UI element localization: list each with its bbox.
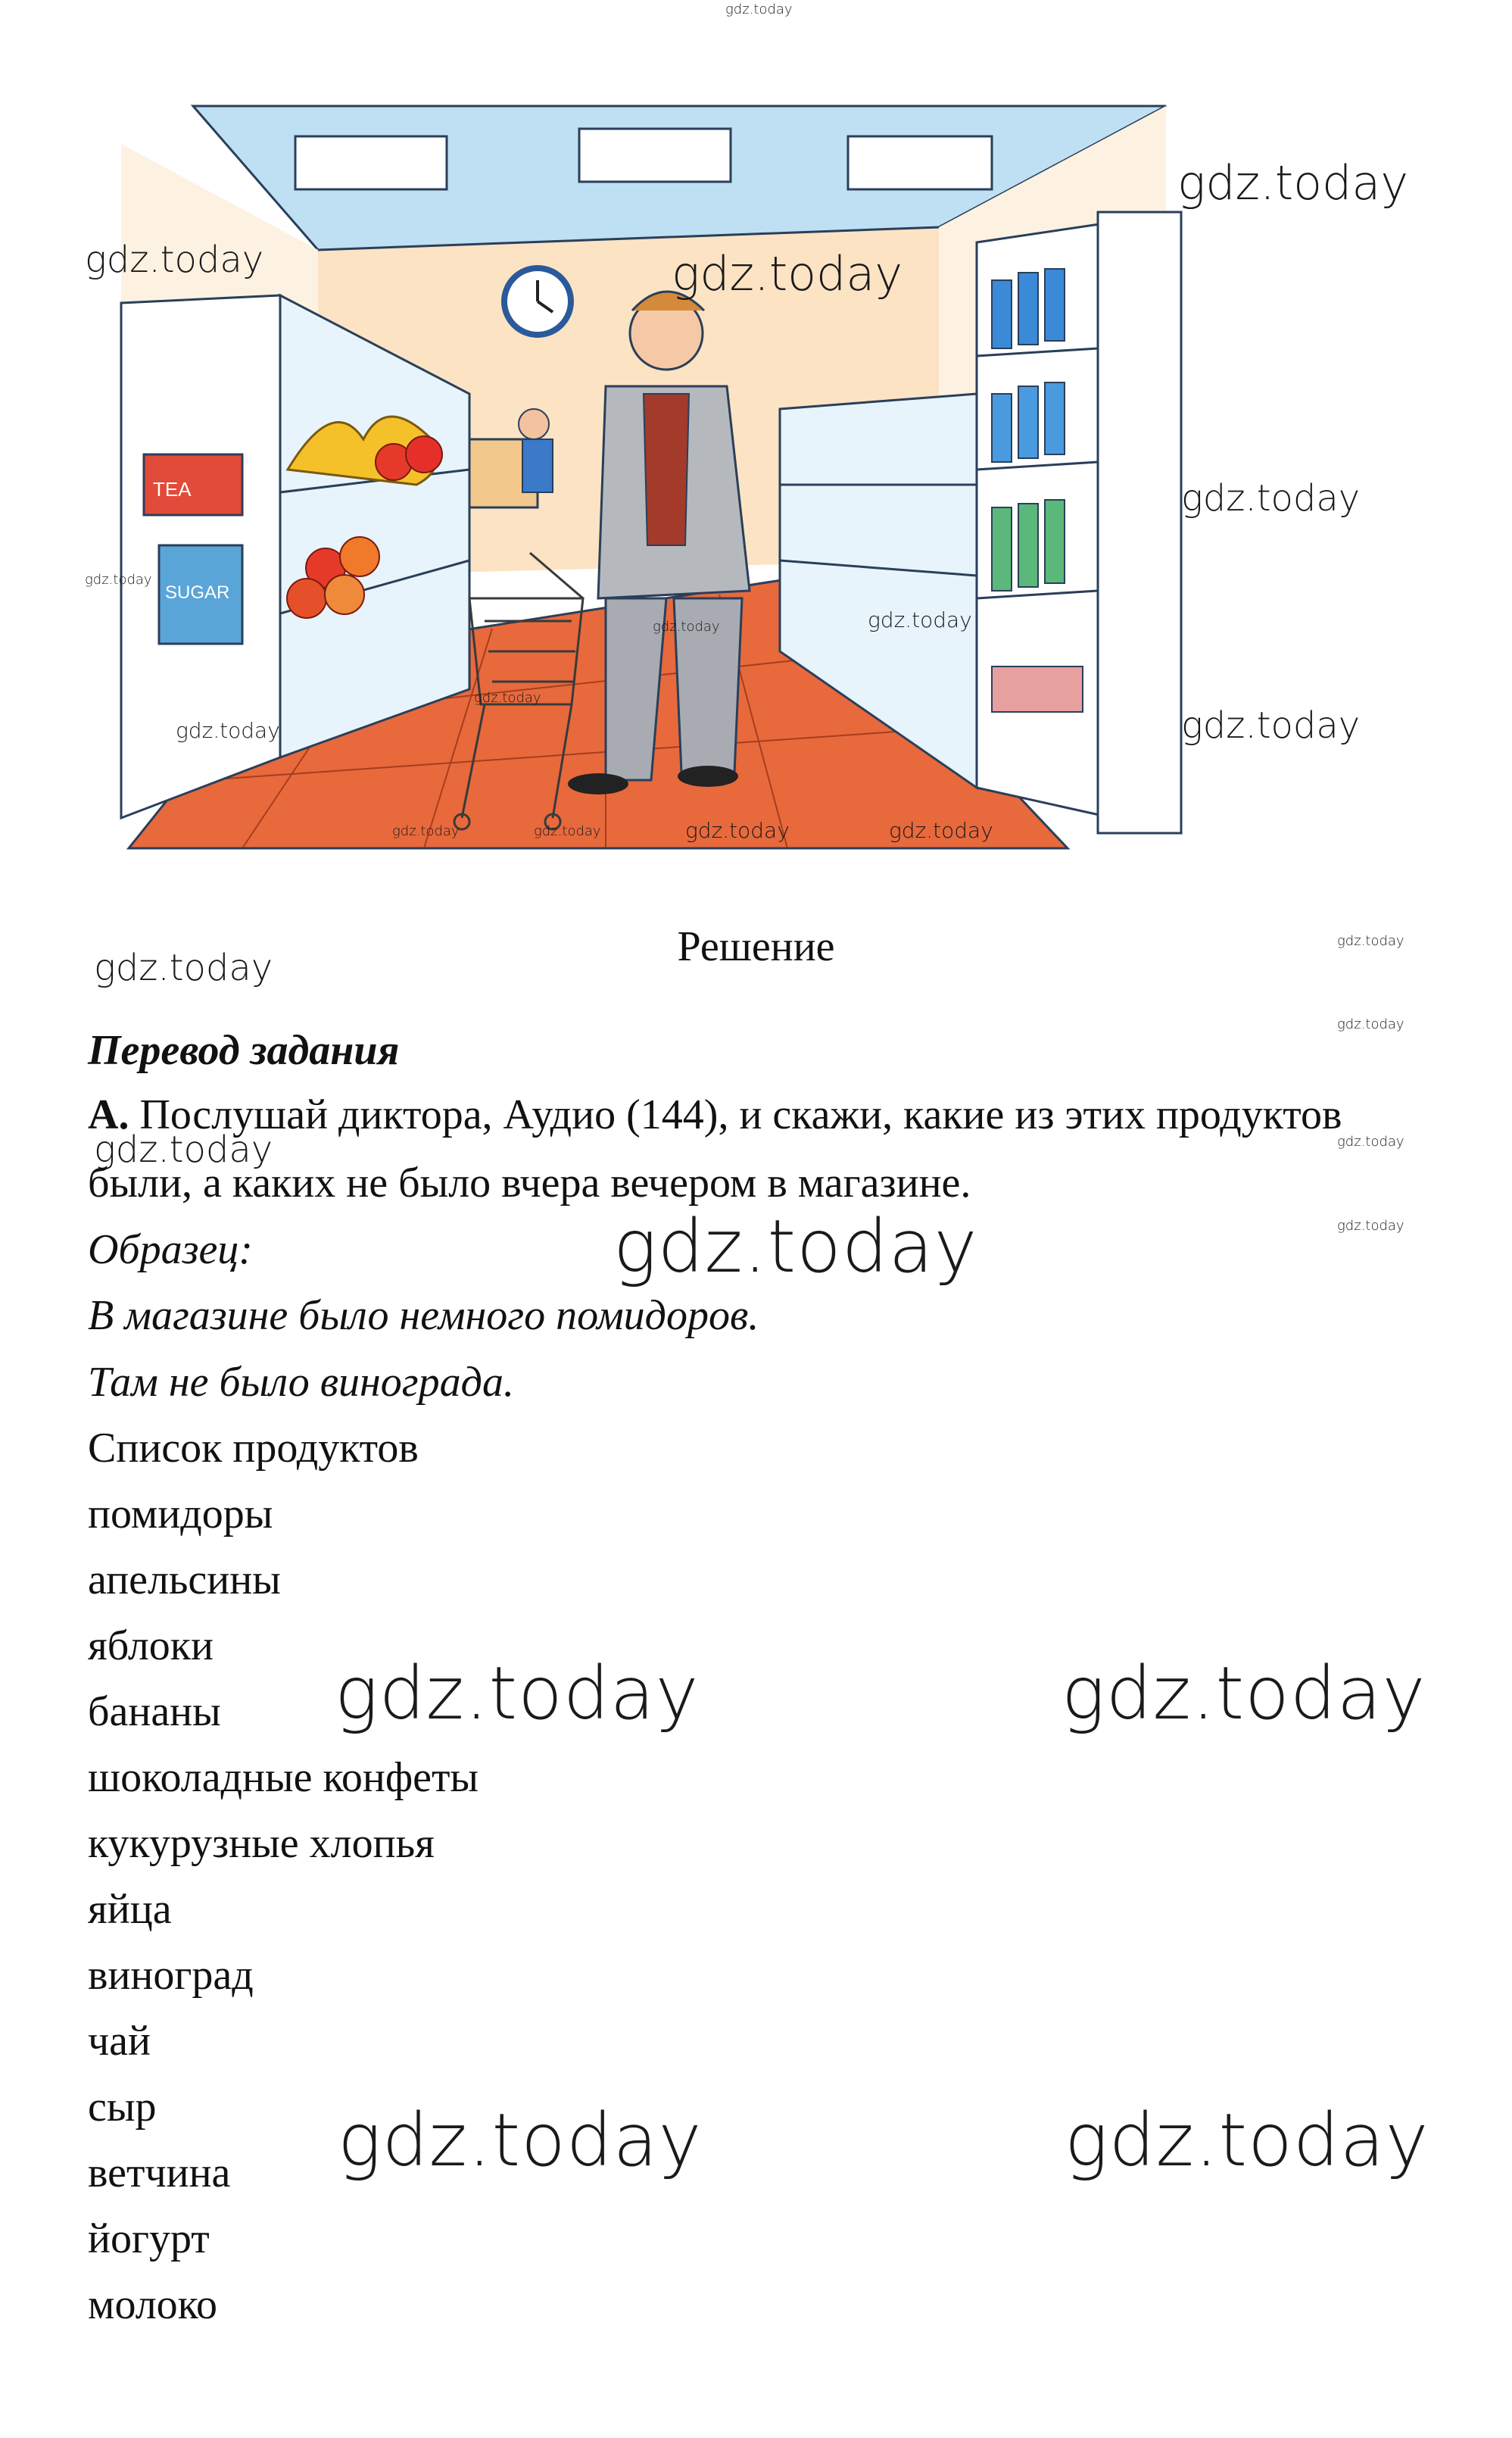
watermark: gdz.today [176,718,280,743]
product-item: яблоки [88,1622,214,1669]
watermark: gdz.today [725,2,793,17]
product-item: апельсины [88,1556,281,1603]
watermark: gdz.today [94,1128,273,1171]
watermark: gdz.today [1337,1218,1404,1234]
watermark: gdz.today [889,818,993,843]
product-item: шоколадные конфеты [88,1754,479,1801]
watermark: gdz.today [1337,933,1404,949]
watermark: gdz.today [335,1651,700,1736]
translation-title: Перевод задания [88,1027,400,1074]
watermark: gdz.today [653,619,720,635]
product-item: кукурузные хлопья [88,1820,435,1867]
sugar-box-label: SUGAR [165,582,230,603]
watermark: gdz.today [685,818,790,843]
product-item: сыр [88,2084,157,2131]
watermark: gdz.today [94,947,273,989]
task-line-1 [88,1091,1342,1139]
watermark: gdz.today [868,607,972,632]
product-item: молоко [88,2281,218,2328]
product-item: яйца [88,1886,172,1933]
watermark: gdz.today [1337,1016,1404,1032]
store-illustration [0,0,1512,909]
watermark: gdz.today [1181,477,1361,520]
product-list-title: Список продуктов [88,1425,419,1472]
watermark: gdz.today [392,823,460,839]
watermark: gdz.today [1062,1651,1426,1736]
example-line-2: Там не было винограда. [88,1359,514,1406]
task-text: Послушай диктора, Аудио (144), и скажи, какие из этих продуктов [129,1091,1342,1138]
watermark: gdz.today [613,1204,978,1289]
product-item: бананы [88,1688,221,1735]
tea-box-label: TEA [153,478,192,501]
task-letter: А. [88,1091,129,1138]
product-item: виноград [88,1952,254,1999]
product-item: ветчина [88,2149,231,2196]
example-label: Образец: [88,1226,253,1273]
watermark: gdz.today [1065,2098,1429,2183]
solution-heading: Решение [677,923,835,970]
watermark: gdz.today [474,690,541,706]
product-item: чай [88,2018,151,2065]
watermark: gdz.today [338,2098,703,2183]
task-line-2: были, а каких не было вчера вечером в магазине. [88,1160,971,1207]
watermark: gdz.today [85,239,264,281]
watermark: gdz.today [1181,704,1361,747]
product-item: йогурт [88,2215,210,2262]
watermark: gdz.today [534,823,601,839]
watermark: gdz.today [672,246,903,301]
example-line-1: В магазине было немного помидоров. [88,1292,759,1339]
watermark: gdz.today [1177,155,1409,211]
watermark: gdz.today [1337,1134,1404,1150]
product-item: помидоры [88,1491,273,1537]
watermark: gdz.today [85,572,152,588]
